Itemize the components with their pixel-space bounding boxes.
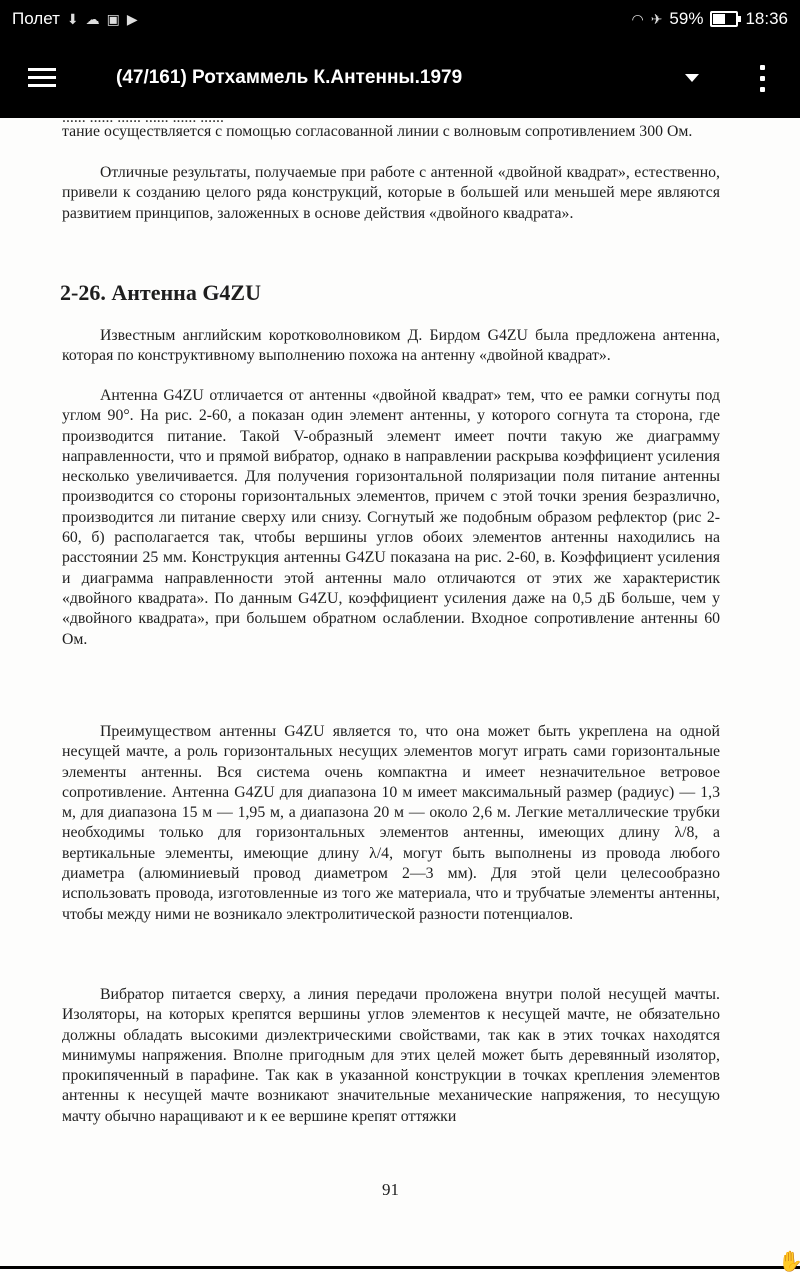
section-heading: 2-26. Антенна G4ZU	[60, 280, 261, 305]
paragraph-3: Известным английским коротковолновиком Д. Бирдом G4ZU была предложена антенна, которая по конструктивному выполнению похожа на антенну «двойной квадрат».	[62, 327, 720, 365]
gallery-icon: ▣	[106, 11, 120, 27]
paragraph-5: Преимуществом антенны G4ZU является то, что она может быть укреплена на одной несущей мачте, а роль горизонтальных несущих элементов могут играть сами горизонтальные элементы антенны. Вся система очень компактна и имеет незначительное ветровое сопротивление. Антенна G4ZU для диапазона 10 м имеет максимальный размер (радиус) — 1,3 м, для диапазона 15 м — 1,95 м, а диапазона 20 м — около 2,6 м. Легкие металлические трубки необходимы только для горизонтальных элементов антенны, имеющих длину λ/8, а вертикальные элементы, имеющие длину λ/4, могут быть выполнены из провода любого диаметра (алюминиевый провод диаметром 2—3 мм). Для этой цели целесообразно использовать провода, изготовленные из того же материала, что и трубчатые элементы антенны, чтобы между ними не возникало электролитической разности потенциалов.	[62, 723, 720, 923]
bottom-divider	[0, 1266, 800, 1269]
overflow-menu-icon	[760, 65, 765, 70]
menu-button[interactable]	[0, 38, 84, 118]
cloud-icon: ☁	[85, 11, 100, 27]
page-number: 91	[382, 1180, 399, 1199]
paragraph-4: Антенна G4ZU отличается от антенны «двойной квадрат» тем, что ее рамки согнуты под углом 90°. На рис. 2-60, а показан один элемент антенны, у которого согнута та сторона, где производится питание. Такой V-образный элемент имеет почти такую же диаграмму направленности, что и прямой вибратор, однако в направлении раскрыва коэффициент усиления несколько увеличивается. Для получения горизонтальной поляризации поля питание антенны производится со стороны горизонтальных элементов, причем с этой точки зрения безразлично, производится ли питание сверху или снизу. Согнутый же подобным образом рефлектор (рис 2-60, б) располагается так, чтобы вершины углов обоих элементов антенны находились на расстоянии 25 мм. Конструкция антенны G4ZU показана на рис. 2-60, в. Коэффициент усиления и диаграмма направленности этой антенны мало отличаются от этих же характеристик «двойного квадрата». По данным G4ZU, коэффициент усиления даже на 0,5 дБ больше, чем у «двойного квадрата», при большем обратном ослаблении. Входное сопротивление антенны 60 Ом.	[62, 387, 720, 648]
overflow-menu-button[interactable]	[740, 38, 784, 118]
battery-percent: 59%	[669, 9, 704, 28]
download-icon: ⬇	[66, 11, 79, 27]
paragraph-1: тание осуществляется с помощью согласованной линии с волновым сопротивлением 300 Ом.	[62, 123, 693, 140]
wifi-icon: ◠	[631, 11, 644, 27]
airplane-icon: ✈	[650, 11, 663, 27]
status-bar	[0, 0, 800, 38]
cut-off-line: ...... ...... ...... ...... ...... ......	[62, 109, 224, 126]
paragraph-2: Отличные результаты, получаемые при работе с антенной «двойной квадрат», естественно, привели к созданию целого ряда конструкций, которые в большей или меньшей мере являются развитием принципов, заложенных в основе действия «двойного квадрата».	[62, 164, 720, 222]
hand-gesture-icon[interactable]: ✋	[778, 1251, 803, 1273]
document-page[interactable]	[0, 109, 800, 1266]
carrier-name: Полет	[12, 9, 60, 28]
app-bar	[0, 38, 800, 118]
dropdown-triangle-icon	[685, 74, 699, 82]
battery-icon	[710, 11, 738, 27]
clock: 18:36	[745, 9, 788, 28]
dropdown-button[interactable]	[672, 38, 712, 118]
play-store-icon: ▶	[126, 11, 138, 27]
document-title: (47/161) Ротхаммель К.Антенны.1979	[116, 67, 463, 88]
hamburger-icon	[28, 68, 56, 88]
paragraph-6: Вибратор питается сверху, а линия передачи проложена внутри полой несущей мачты. Изоляторы, на которых крепятся вершины углов элементов к несущей мачте, не обязательно должны обладать высокими диэлектрическими свойствами, так как в этих точках находятся минимумы напряжения. Вполне пригодным для этих целей может быть деревянный изолятор, прокипяченный в парафине. Так как в указанной конструкции в точках крепления элементов антенны к несущей мачте возникают значительные механические напряжения, то несущую мачту обычно наращивают и к ее вершине крепят оттяжки	[62, 986, 720, 1125]
